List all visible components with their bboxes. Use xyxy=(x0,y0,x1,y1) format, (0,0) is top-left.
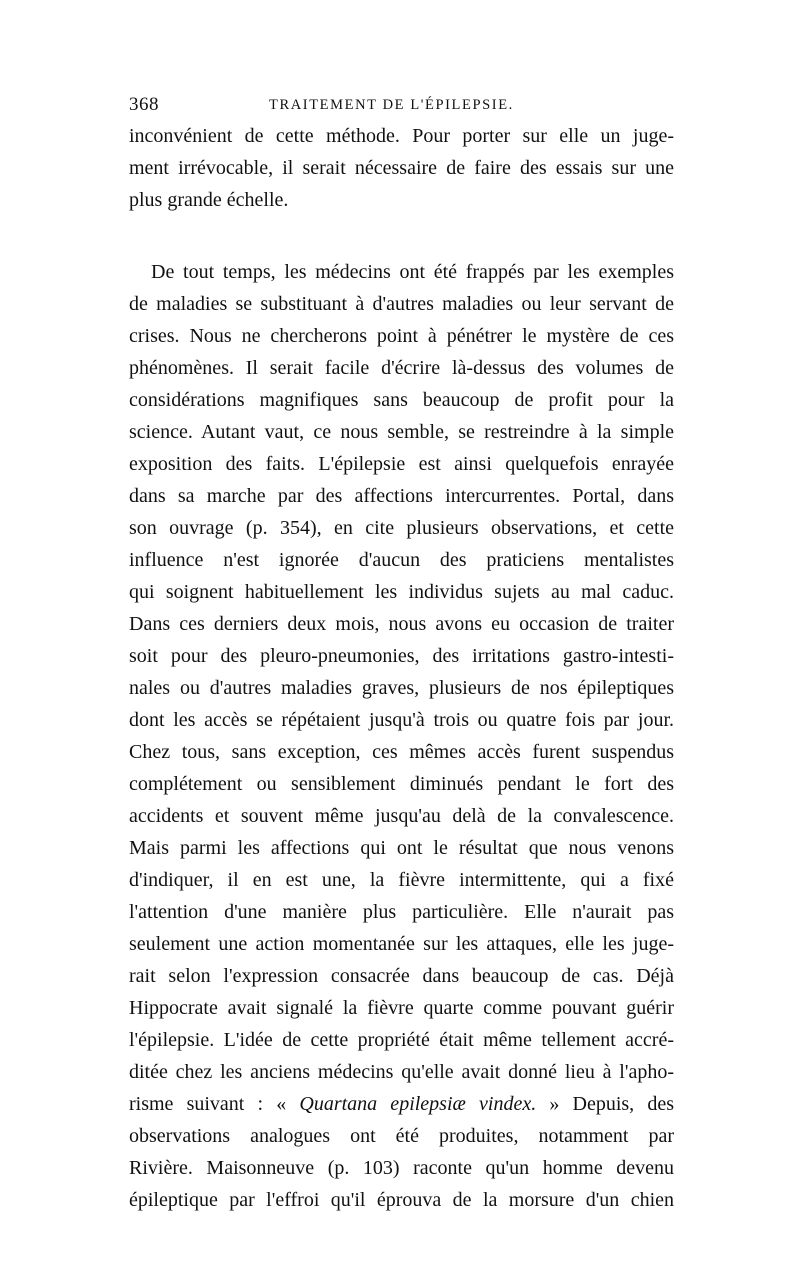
body-text xyxy=(129,120,674,1216)
text-line: Rivière. Maisonneuve (p. 103) raconte qu'un homme devenu xyxy=(129,1157,674,1179)
text-line: Hippocrate avait signalé la fièvre quarte comme pouvant guérir xyxy=(129,997,674,1019)
text-line: ment irrévocable, il serait nécessaire de faire des essais sur une xyxy=(129,157,674,179)
text-line: son ouvrage (p. 354), en cite plusieurs observations, et cette xyxy=(129,517,674,539)
text-line: d'indiquer, il en est une, la fièvre intermittente, qui a fixé xyxy=(129,869,674,891)
page-number: 368 xyxy=(129,94,159,115)
aphorism-after: » Depuis, des xyxy=(536,1093,674,1115)
aphorism-line xyxy=(129,1088,674,1120)
text-line: accidents et souvent même jusqu'au delà de la convalescence. xyxy=(129,805,674,827)
text-line: soit pour des pleuro-pneumonies, des irritations gastro-intesti- xyxy=(129,645,674,667)
text-line: ditée chez les anciens médecins qu'elle avait donné lieu à l'apho- xyxy=(129,1061,674,1083)
text-line: nales ou d'autres maladies graves, plusieurs de nos épileptiques xyxy=(129,677,674,699)
text-line: rait selon l'expression consacrée dans beaucoup de cas. Déjà xyxy=(129,965,674,987)
text-line: considérations magnifiques sans beaucoup de profit pour la xyxy=(129,389,674,411)
text-line: épileptique par l'effroi qu'il éprouva de la morsure d'un chien xyxy=(129,1189,674,1211)
aphorism-before: risme suivant : « xyxy=(129,1093,300,1115)
text-line: phénomènes. Il serait facile d'écrire là-dessus des volumes de xyxy=(129,357,674,379)
text-line: observations analogues ont été produites, notamment par xyxy=(129,1125,674,1147)
paragraph-gap xyxy=(129,216,674,256)
text-line: seulement une action momentanée sur les attaques, elle les juge- xyxy=(129,933,674,955)
text-line: dont les accès se répétaient jusqu'à trois ou quatre fois par jour. xyxy=(129,709,674,731)
text-line: Mais parmi les affections qui ont le résultat que nous venons xyxy=(129,837,674,859)
aphorism-quote: Quartana epilepsiæ vindex. xyxy=(299,1093,537,1115)
text-line: de maladies se substituant à d'autres maladies ou leur servant de xyxy=(129,293,674,315)
text-line: dans sa marche par des affections intercurrentes. Portal, dans xyxy=(129,485,674,507)
text-line: complétement ou sensiblement diminués pendant le fort des xyxy=(129,773,674,795)
text-line: exposition des faits. L'épilepsie est ainsi quelquefois enrayée xyxy=(129,453,674,475)
text-line: qui soignent habituellement les individus sujets au mal caduc. xyxy=(129,581,674,603)
text-line: l'attention d'une manière plus particulière. Elle n'aurait pas xyxy=(129,901,674,923)
text-line: Dans ces derniers deux mois, nous avons eu occasion de traiter xyxy=(129,613,674,635)
text-line: l'épilepsie. L'idée de cette propriété était même tellement accré- xyxy=(129,1029,674,1051)
text-line: plus grande échelle. xyxy=(129,189,289,211)
text-line: crises. Nous ne chercherons point à pénétrer le mystère de ces xyxy=(129,325,674,347)
text-line: Chez tous, sans exception, ces mêmes accès furent suspendus xyxy=(129,741,674,763)
running-head xyxy=(129,94,674,118)
text-line: science. Autant vaut, ce nous semble, se restreindre à la simple xyxy=(129,421,674,443)
running-title: TRAITEMENT DE L'ÉPILEPSIE. xyxy=(269,97,514,113)
text-line: De tout temps, les médecins ont été frappés par les exemples xyxy=(151,261,674,283)
text-line: influence n'est ignorée d'aucun des praticiens mentalistes xyxy=(129,549,674,571)
text-line: inconvénient de cette méthode. Pour porter sur elle un juge- xyxy=(129,125,674,147)
